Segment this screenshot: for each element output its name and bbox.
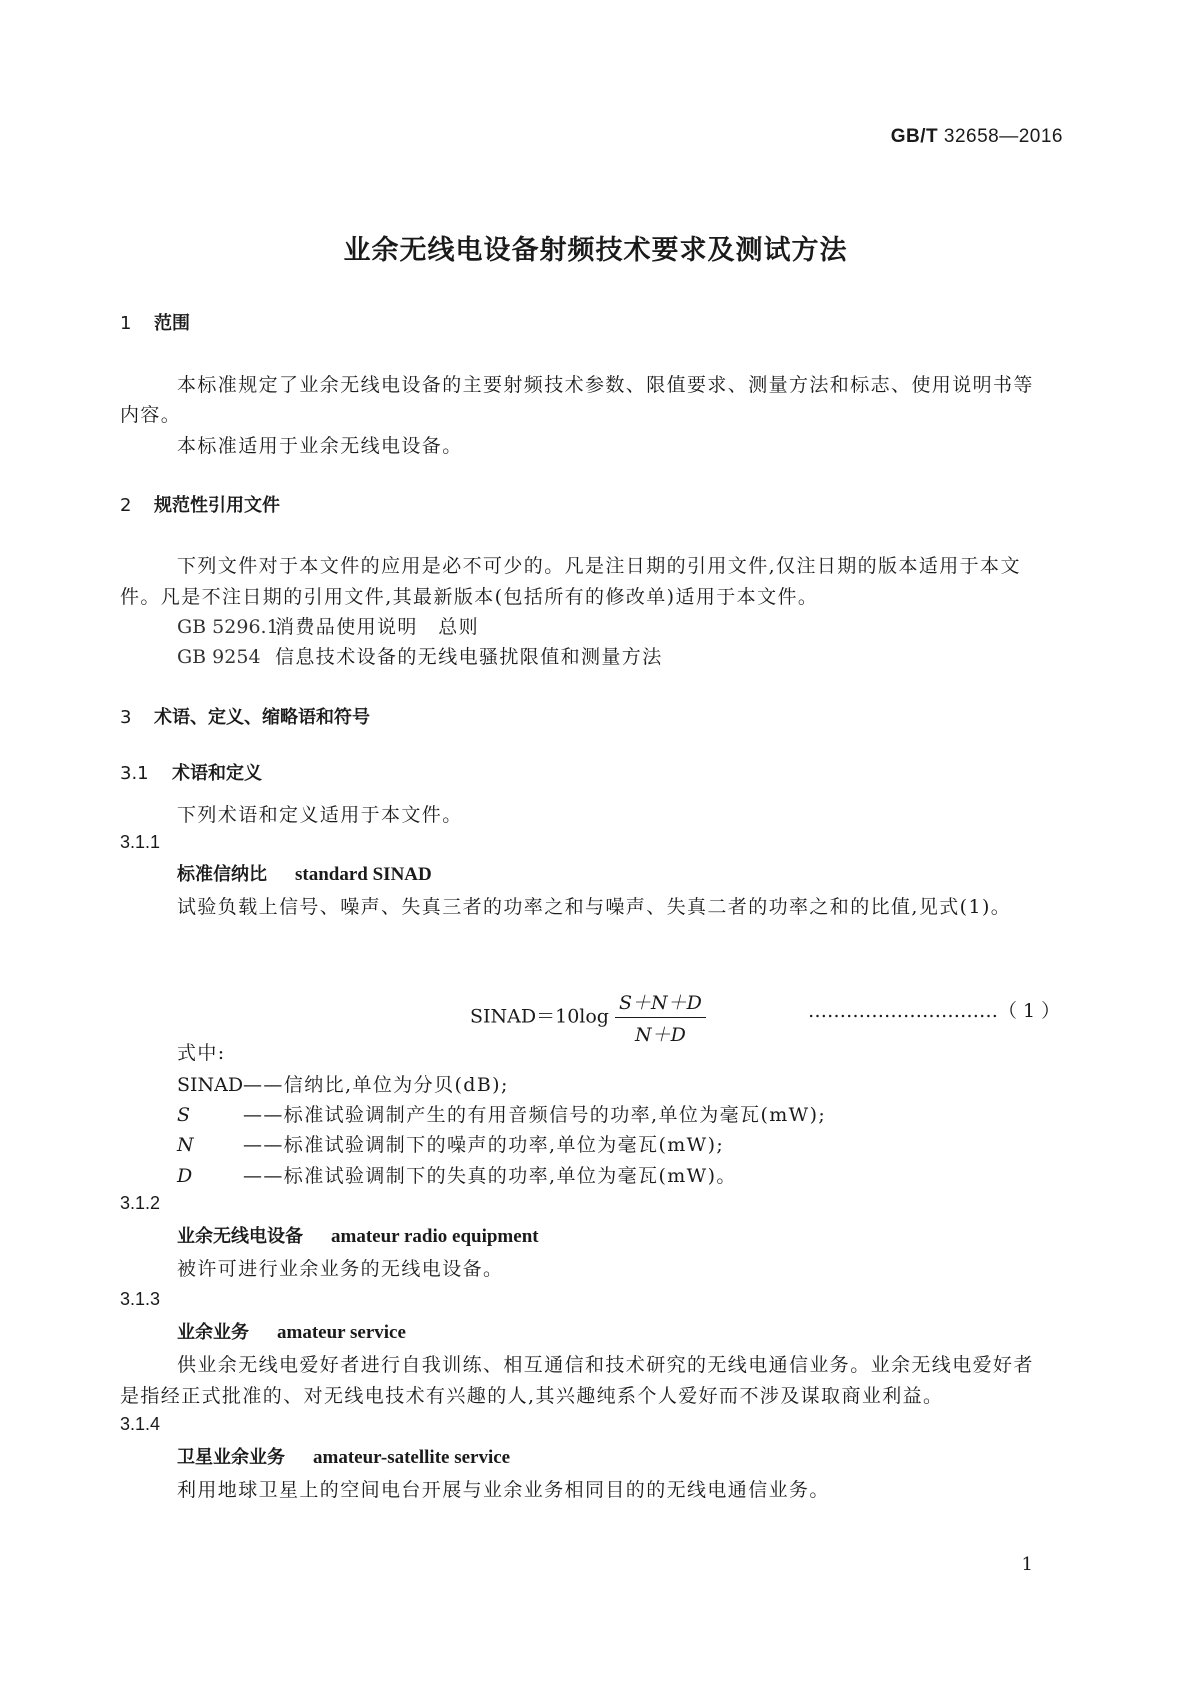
section-number: 1 [120, 313, 132, 334]
standard-prefix: GB/T [890, 126, 939, 147]
symbol-name: SINAD [177, 1074, 244, 1096]
section-title: 范围 [154, 313, 190, 334]
formula-fraction [615, 988, 706, 1047]
formula-denominator: N＋D [634, 1024, 686, 1046]
reference-code: GB 9254 [177, 646, 261, 668]
term-definition: 被许可进行业余业务的无线电设备。 [177, 1258, 504, 1280]
reference-item [177, 642, 663, 669]
document-title: 业余无线电设备射频技术要求及测试方法 [343, 235, 848, 266]
symbol-description: ——标准试验调制产生的有用音频信号的功率,单位为毫瓦(mW); [243, 1104, 827, 1126]
term-zh: 业余业务 [177, 1322, 249, 1343]
term-heading [177, 1222, 539, 1248]
subsection-3-1-heading [120, 759, 262, 785]
section-3-heading [120, 703, 370, 729]
symbol-row [177, 1161, 737, 1188]
formula-lhs: SINAD＝10log [470, 1005, 609, 1028]
term-zh: 业余无线电设备 [177, 1226, 303, 1247]
sec2-para-line2: 件。凡是不注日期的引用文件,其最新版本(包括所有的修改单)适用于本文件。 [120, 586, 819, 608]
symbol-description: ——信纳比,单位为分贝(dB); [243, 1074, 509, 1096]
term-heading [177, 860, 432, 886]
symbol-description: ——标准试验调制下的失真的功率,单位为毫瓦(mW)。 [243, 1165, 737, 1187]
sec3-1-intro: 下列术语和定义适用于本文件。 [177, 804, 463, 826]
sec1-para2: 本标准适用于业余无线电设备。 [177, 435, 463, 457]
subsection-number: 3.1 [120, 763, 149, 784]
term-definition: 试验负载上信号、噪声、失真三者的功率之和与噪声、失真二者的功率之和的比值,见式(1)。 [177, 896, 1012, 918]
term-number: 3.1.1 [120, 832, 161, 852]
where-label: 式中: [177, 1042, 226, 1064]
section-1-heading [120, 309, 190, 335]
term-en: amateur-satellite service [313, 1447, 511, 1468]
standard-number: 32658—2016 [943, 126, 1063, 147]
term-zh: 卫星业余业务 [177, 1447, 285, 1468]
term-zh: 标准信纳比 [177, 864, 267, 885]
term-en: amateur service [277, 1322, 406, 1343]
term-en: amateur radio equipment [331, 1226, 539, 1247]
sec2-para-line1: 下列文件对于本文件的应用是必不可少的。凡是注日期的引用文件,仅注日期的版本适用于本文 [177, 555, 1021, 577]
term-definition-line1: 供业余无线电爱好者进行自我训练、相互通信和技术研究的无线电通信业务。业余无线电爱好者 [177, 1354, 1034, 1376]
symbol-row [177, 1130, 724, 1157]
term-number: 3.1.3 [120, 1289, 161, 1309]
section-number: 2 [120, 495, 132, 516]
page-number: 1 [1021, 1554, 1033, 1575]
term-number: 3.1.2 [120, 1193, 161, 1213]
symbol-name: N [177, 1134, 194, 1156]
standard-code [891, 126, 1063, 148]
term-heading [177, 1318, 406, 1344]
subsection-title: 术语和定义 [172, 763, 262, 784]
term-en: standard SINAD [295, 864, 432, 885]
term-number: 3.1.4 [120, 1414, 161, 1434]
reference-item [177, 612, 479, 639]
section-2-heading [120, 491, 280, 517]
sec1-para1-line2: 内容。 [120, 404, 182, 426]
section-title: 术语、定义、缩略语和符号 [154, 707, 370, 728]
reference-code: GB 5296.1 [177, 616, 279, 638]
section-number: 3 [120, 707, 132, 728]
sec1-para1-line1: 本标准规定了业余无线电设备的主要射频技术参数、限值要求、测量方法和标志、使用说明书等 [177, 374, 1034, 396]
equation-number: …………………………（ 1 ） [808, 1000, 1061, 1022]
term-heading [177, 1443, 510, 1469]
symbol-row [177, 1070, 509, 1097]
sinad-formula [470, 988, 706, 1047]
symbol-description: ——标准试验调制下的噪声的功率,单位为毫瓦(mW); [243, 1134, 725, 1156]
section-title: 规范性引用文件 [154, 495, 280, 516]
symbol-name: D [177, 1165, 193, 1187]
reference-title: 信息技术设备的无线电骚扰限值和测量方法 [275, 646, 663, 668]
formula-numerator: S＋N＋D [615, 988, 706, 1018]
symbol-name: S [177, 1104, 191, 1126]
term-definition: 利用地球卫星上的空间电台开展与业余业务相同目的的无线电通信业务。 [177, 1479, 830, 1501]
term-definition-line2: 是指经正式批准的、对无线电技术有兴趣的人,其兴趣纯系个人爱好而不涉及谋取商业利益。 [120, 1385, 944, 1407]
reference-title: 消费品使用说明 总则 [275, 616, 480, 638]
symbol-row [177, 1100, 826, 1127]
